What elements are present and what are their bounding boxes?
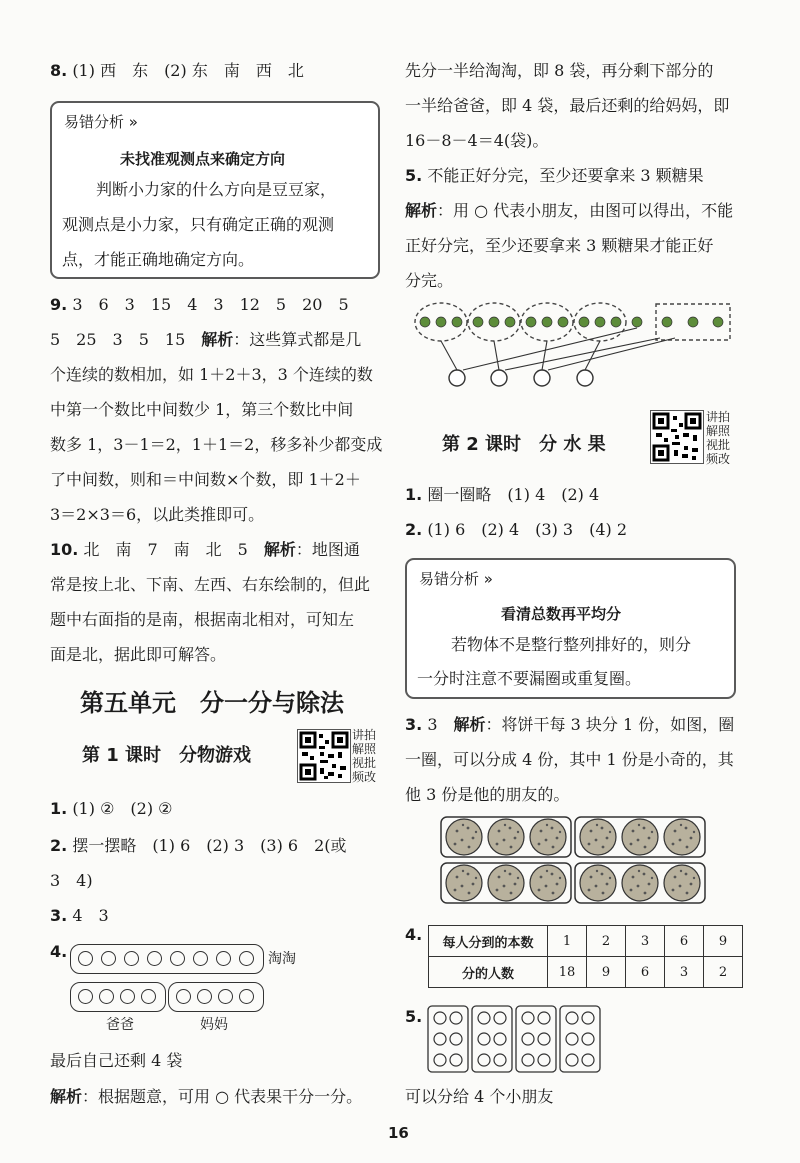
question-5-analysis: 解析：用 ○ 代表小朋友，由图可以得出，不能 — [405, 201, 734, 220]
table-cell: 6 — [665, 926, 704, 957]
lesson2-question-3: 3. 3 解析：将饼干每 3 块分 1 份，如图，圈 — [405, 715, 735, 734]
bag-circle — [147, 951, 162, 966]
question-5: 5. 不能正好分完，至少还要拿来 3 颗糖果 — [405, 166, 704, 185]
label-mama: 妈妈 — [200, 1017, 228, 1033]
lesson1-question-4-num: 4. — [50, 942, 68, 961]
continued-line: 先分一半给淘淘，即 8 袋，再分剩下部分的 — [405, 61, 714, 80]
table-cell: 3 — [665, 957, 704, 988]
bag-circle — [239, 989, 254, 1004]
bag-circle — [239, 951, 254, 966]
lesson2-question-4-num: 4. — [405, 925, 423, 944]
question-10-line1: 10. 北 南 7 南 北 5 解析：地图通 — [50, 540, 360, 559]
box-text-line: 若物体不是整行整列排好的，则分 — [451, 635, 692, 654]
continued-line: 一半给爸爸，即 4 袋，最后还剩的给妈妈，即 — [405, 96, 730, 115]
table-cell: 1 — [548, 926, 587, 957]
lesson1-question-3: 3. 4 3 — [50, 906, 109, 925]
table-cell: 2 — [587, 926, 626, 957]
bag-circle — [216, 951, 231, 966]
lesson2-question-2: 2. (1) 6 (2) 4 (3) 3 (4) 2 — [405, 520, 628, 539]
table-cell: 18 — [548, 957, 587, 988]
box-text-line: 一分时注意不要漏圈或重复圈。 — [417, 669, 642, 688]
lesson1-question-1: 1. (1) ② (2) ② — [50, 799, 173, 818]
unit-title: 第五单元 分一分与除法 — [80, 689, 344, 717]
lesson1-question-2: 2. 摆一摆略 (1) 6 (2) 3 (3) 6 2(或 — [50, 836, 347, 855]
question-8: 8. (1) 西 东 (2) 东 南 西 北 — [50, 61, 304, 80]
candy-figure — [405, 298, 745, 394]
bag-circle — [78, 989, 93, 1004]
division-table — [428, 925, 743, 988]
lesson2-question-3-line: 一圈，可以分成 4 份，其中 1 份是小奇的，其 — [405, 750, 734, 769]
label-baba: 爸爸 — [106, 1017, 134, 1033]
table-cell: 9 — [704, 926, 743, 957]
box-text-line: 判断小力家的什么方向是豆豆家， — [96, 180, 337, 199]
bag-circle — [99, 989, 114, 1004]
bag-circle — [141, 989, 156, 1004]
bag-circle — [193, 951, 208, 966]
table-row — [429, 926, 743, 957]
table-header-cell: 每人分到的本数 — [429, 926, 548, 957]
question-9-line: 了中间数，则和＝中间数×个数，即 1＋2＋ — [50, 470, 361, 489]
bag-circle — [120, 989, 135, 1004]
lesson2-question-5-num: 5. — [405, 1007, 423, 1026]
question-9-line: 数多 1，3－1＝2，1＋1＝2，移多补少都变成 — [50, 435, 383, 454]
table-cell: 3 — [626, 926, 665, 957]
question-10-line: 常是按上北、下南、左西、右东绘制的，但此 — [50, 575, 371, 594]
error-analysis-box-1 — [50, 101, 380, 279]
error-analysis-label: 易错分析 » — [419, 570, 493, 588]
question-9-line1: 9. 3 6 3 15 4 3 12 5 20 5 — [50, 295, 349, 314]
qr-code-icon[interactable] — [650, 410, 704, 464]
question-10-line: 题中右面指的是南，根据南北相对，可知左 — [50, 610, 355, 629]
question-10-line: 面是北，据此即可解答。 — [50, 645, 227, 664]
lesson-1-title: 第 1 课时 分物游戏 — [82, 745, 252, 766]
box-text-line: 点，才能正确地确定方向。 — [62, 250, 255, 269]
table-cell: 9 — [587, 957, 626, 988]
bag-circle — [78, 951, 93, 966]
bag-circle — [101, 951, 116, 966]
error-analysis-label: 易错分析 » — [64, 113, 138, 131]
table-cell: 6 — [626, 957, 665, 988]
bag-circle — [170, 951, 185, 966]
lesson2-question-1: 1. 圈一圈略 (1) 4 (2) 4 — [405, 485, 600, 504]
bag-circle — [176, 989, 191, 1004]
bag-circle — [218, 989, 233, 1004]
label-taotao: 淘淘 — [268, 951, 296, 967]
question-9-line2: 5 25 3 5 15 解析：这些算式都是几 — [50, 330, 362, 349]
lesson2-question-5-answer: 可以分给 4 个小朋友 — [405, 1087, 554, 1106]
question-9-line: 个连续的数相加，如 1＋2＋3，3 个连续的数 — [50, 365, 373, 384]
lesson2-question-3-line: 他 3 份是他的朋友的。 — [405, 785, 570, 804]
error-analysis-title: 看清总数再平均分 — [501, 605, 622, 623]
lesson1-question-4-remain: 最后自己还剩 4 袋 — [50, 1051, 183, 1070]
bag-circle — [124, 951, 139, 966]
question-9-line: 3＝2×3＝6，以此类推即可。 — [50, 505, 265, 524]
oval-group-taotao — [70, 944, 264, 974]
qr-video-tag: 讲拍解照视批频改 — [706, 410, 731, 466]
table-row — [429, 957, 743, 988]
table-header-cell: 分的人数 — [429, 957, 548, 988]
error-analysis-title: 未找准观测点来确定方向 — [120, 150, 286, 168]
question-5-line: 正好分完，至少还要拿来 3 颗糖果才能正好 — [405, 236, 714, 255]
cookie-figure — [440, 815, 708, 907]
page-number: 16 — [388, 1124, 409, 1142]
box-text-line: 观测点是小力家，只有确定正确的观测 — [62, 215, 335, 234]
question-9-line: 中第一个数比中间数少 1，第三个数比中间 — [50, 400, 354, 419]
lesson1-question-4-analysis: 解析：根据题意，可用 ○ 代表果干分一分。 — [50, 1087, 363, 1106]
qr-video-tag: 讲拍解照视批频改 — [352, 728, 377, 784]
table-cell: 2 — [704, 957, 743, 988]
circle-groups-figure — [426, 1003, 606, 1075]
lesson1-question-2-line2: 3 4) — [50, 871, 93, 890]
question-5-line: 分完。 — [405, 271, 454, 290]
lesson-2-title: 第 2 课时 分 水 果 — [442, 434, 606, 455]
error-analysis-box-2 — [405, 558, 736, 699]
bag-circle — [197, 989, 212, 1004]
continued-line: 16－8－4＝4(袋)。 — [405, 131, 549, 150]
qr-code-icon[interactable] — [297, 729, 351, 783]
